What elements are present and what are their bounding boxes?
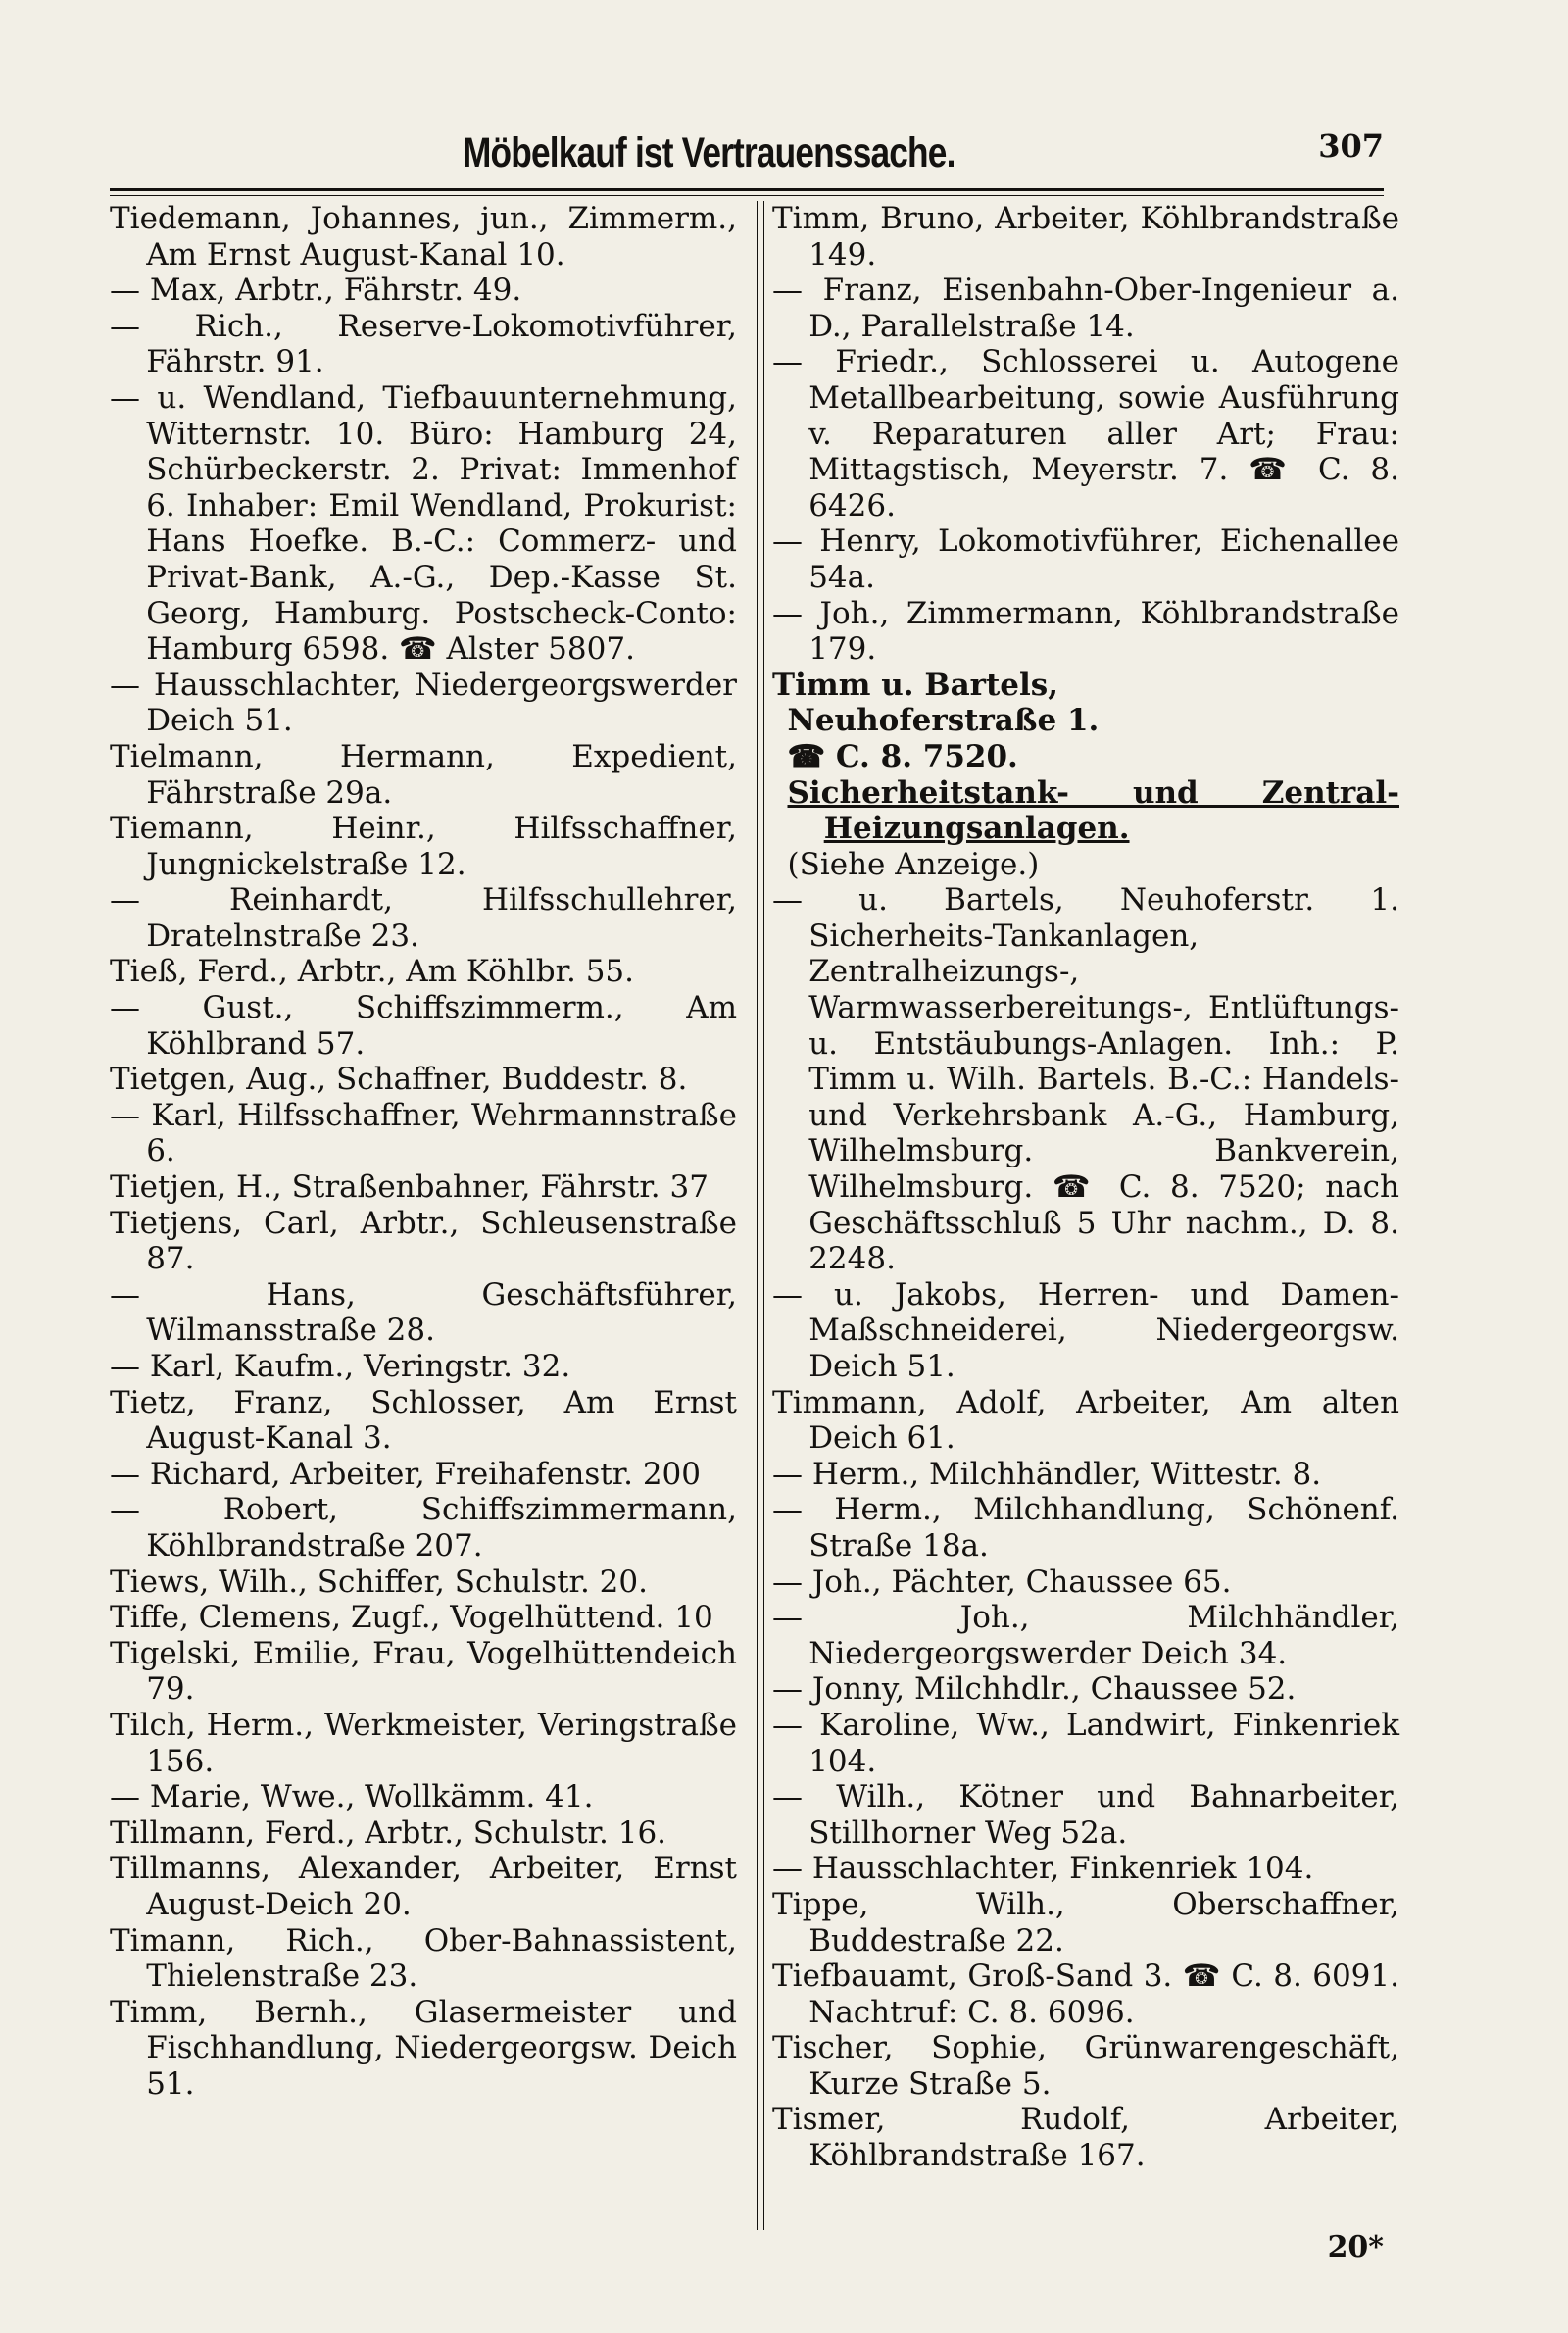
list-item: Timm, Bruno, Arbeiter, Köhlbrandstraße 149.	[772, 201, 1399, 273]
list-item: Tilch, Herm., Werkmeister, Veringstraße 156.	[110, 1707, 737, 1779]
list-item: — Jonny, Milchhdlr., Chaussee 52.	[772, 1671, 1297, 1708]
list-item: — Joh., Zimmermann, Köhlbrandstraße 179.	[772, 595, 1399, 668]
list-item: Tieß, Ferd., Arbtr., Am Köhlbr. 55.	[110, 954, 634, 990]
list-item: Tiedemann, Johannes, jun., Zimmerm., Am Ernst August-Kanal 10.	[110, 201, 737, 273]
list-item: — Friedr., Schlosserei u. Autogene Metallbearbeitung, sowie Ausführung v. Reparaturen aller Art; Frau: Mittagstisch, Meyerstr. 7. ☎ C. 8. 6426.	[772, 344, 1399, 523]
advertisement-block	[772, 668, 1399, 883]
list-item: — Gust., Schiffszimmerm., Am Köhlbrand 57.	[110, 990, 737, 1062]
list-item: Tischer, Sophie, Grünwarengeschäft, Kurze Straße 5.	[772, 2030, 1399, 2102]
list-item: Tielmann, Hermann, Expedient, Fährstraße 29a.	[110, 738, 737, 811]
list-item: — Joh., Pächter, Chaussee 65.	[772, 1564, 1232, 1600]
list-item: Tillmanns, Alexander, Arbeiter, Ernst August-Deich 20.	[110, 1851, 737, 1922]
list-item: Tietgen, Aug., Schaffner, Buddestr. 8.	[110, 1062, 688, 1098]
list-item: — Marie, Wwe., Wollkämm. 41.	[110, 1779, 594, 1815]
list-item: — Henry, Lokomotivführer, Eichenallee 54a.	[772, 523, 1399, 595]
ad-address: Neuhoferstraße 1.	[787, 703, 1100, 739]
list-item: — Reinhardt, Hilfsschullehrer, Dratelnstraße 23.	[110, 882, 737, 954]
list-item: Tiews, Wilh., Schiffer, Schulstr. 20.	[110, 1564, 648, 1600]
list-item: — u. Jakobs, Herren- und Damen-Maßschneiderei, Niedergeorgsw. Deich 51.	[772, 1276, 1399, 1384]
list-item: Timmann, Adolf, Arbeiter, Am alten Deich 61.	[772, 1384, 1399, 1457]
page-title: Möbelkauf ist Vertrauenssache.	[463, 129, 956, 176]
list-item: — Wilh., Kötner und Bahnarbeiter, Stillhorner Weg 52a.	[772, 1779, 1399, 1851]
header-rule	[110, 188, 1384, 191]
ad-services: Sicherheitstank- und Zentral-Heizungsanlagen.	[787, 774, 1399, 847]
ad-phone: ☎ C. 8. 7520.	[787, 738, 1018, 774]
list-item: — Max, Arbtr., Fährstr. 49.	[110, 273, 522, 309]
list-item: — Karl, Kaufm., Veringstr. 32.	[110, 1349, 571, 1384]
list-item: — Herm., Milchhandlung, Schönenf. Straße 18a.	[772, 1492, 1399, 1564]
list-item: Tiefbauamt, Groß-Sand 3. ☎ C. 8. 6091. Nachtruf: C. 8. 6096.	[772, 1959, 1399, 2030]
list-item: — u. Bartels, Neuhoferstr. 1. Sicherheits-Tankanlagen, Zentralheizungs-, Warmwasserbereitungs-, Entlüftungs- u. Entstäubungs-Anlagen. Inh.: P. Timm u. Wilh. Bartels. B.-C.: Handels- und Verkehrsbank A.-G., Hamburg, Wilhelmsburg. Bankverein, Wilhelmsburg. ☎ C. 8. 7520; nach Geschäftsschluß 5 Uhr nachm., D. 8. 2248.	[772, 882, 1399, 1277]
list-item: — Herm., Milchhändler, Wittestr. 8.	[772, 1456, 1322, 1492]
list-item: Timann, Rich., Ober-Bahnassistent, Thielenstraße 23.	[110, 1922, 737, 1995]
column-divider	[757, 201, 764, 2230]
page-header	[110, 125, 1384, 184]
list-item: — Hausschlachter, Niedergeorgswerder Deich 51.	[110, 667, 737, 739]
list-item: Tillmann, Ferd., Arbtr., Schulstr. 16.	[110, 1814, 667, 1851]
page-number: 307	[1318, 127, 1384, 165]
list-item: Timm, Bernh., Glasermeister und Fischhandlung, Niedergeorgsw. Deich 51.	[110, 1994, 737, 2102]
ad-note: (Siehe Anzeige.)	[787, 846, 1040, 882]
signature-mark: 20*	[1327, 2230, 1384, 2264]
list-item: — Franz, Eisenbahn-Ober-Ingenieur a. D., Parallelstraße 14.	[772, 273, 1399, 344]
list-item: — Hans, Geschäftsführer, Wilmansstraße 28.	[110, 1276, 737, 1349]
header-rule-thin	[110, 195, 1384, 196]
list-item: Tietz, Franz, Schlosser, Am Ernst August-Kanal 3.	[110, 1384, 737, 1457]
list-item: — Karoline, Ww., Landwirt, Finkenriek 104.	[772, 1707, 1399, 1779]
list-item: Tiffe, Clemens, Zugf., Vogelhüttend. 10	[110, 1600, 713, 1636]
list-item: Tietjen, H., Straßenbahner, Fährstr. 37	[110, 1169, 709, 1206]
left-column	[110, 201, 737, 2102]
list-item: Tippe, Wilh., Oberschaffner, Buddestraße 22.	[772, 1886, 1399, 1959]
list-item: — Rich., Reserve-Lokomotivführer, Fährstr. 91.	[110, 308, 737, 380]
list-item: — Richard, Arbeiter, Freihafenstr. 200	[110, 1456, 702, 1492]
list-item: — Robert, Schiffszimmermann, Köhlbrandstraße 207.	[110, 1492, 737, 1564]
list-item: Tietjens, Carl, Arbtr., Schleusenstraße 87.	[110, 1205, 737, 1277]
list-item: — u. Wendland, Tiefbauunternehmung, Witternstr. 10. Büro: Hamburg 24, Schürbeckerstr. 2. Privat: Immenhof 6. Inhaber: Emil Wendland, Prokurist: Hans Hoefke. B.-C.: Commerz- und Privat-Bank, A.-G., Dep.-Kasse St. Georg, Hamburg. Postscheck-Conto: Hamburg 6598. ☎ Alster 5807.	[110, 379, 737, 668]
list-item: — Hausschlachter, Finkenriek 104.	[772, 1851, 1314, 1887]
list-item: — Joh., Milchhändler, Niedergeorgswerder Deich 34.	[772, 1600, 1399, 1671]
right-column	[772, 201, 1399, 2174]
ad-company-name: Timm u. Bartels,	[772, 667, 1059, 703]
list-item: Tiemann, Heinr., Hilfsschaffner, Jungnickelstraße 12.	[110, 811, 737, 882]
list-item: Tismer, Rudolf, Arbeiter, Köhlbrandstraße 167.	[772, 2102, 1399, 2174]
list-item: — Karl, Hilfsschaffner, Wehrmannstraße 6.	[110, 1097, 737, 1169]
list-item: Tigelski, Emilie, Frau, Vogelhüttendeich 79.	[110, 1635, 737, 1708]
